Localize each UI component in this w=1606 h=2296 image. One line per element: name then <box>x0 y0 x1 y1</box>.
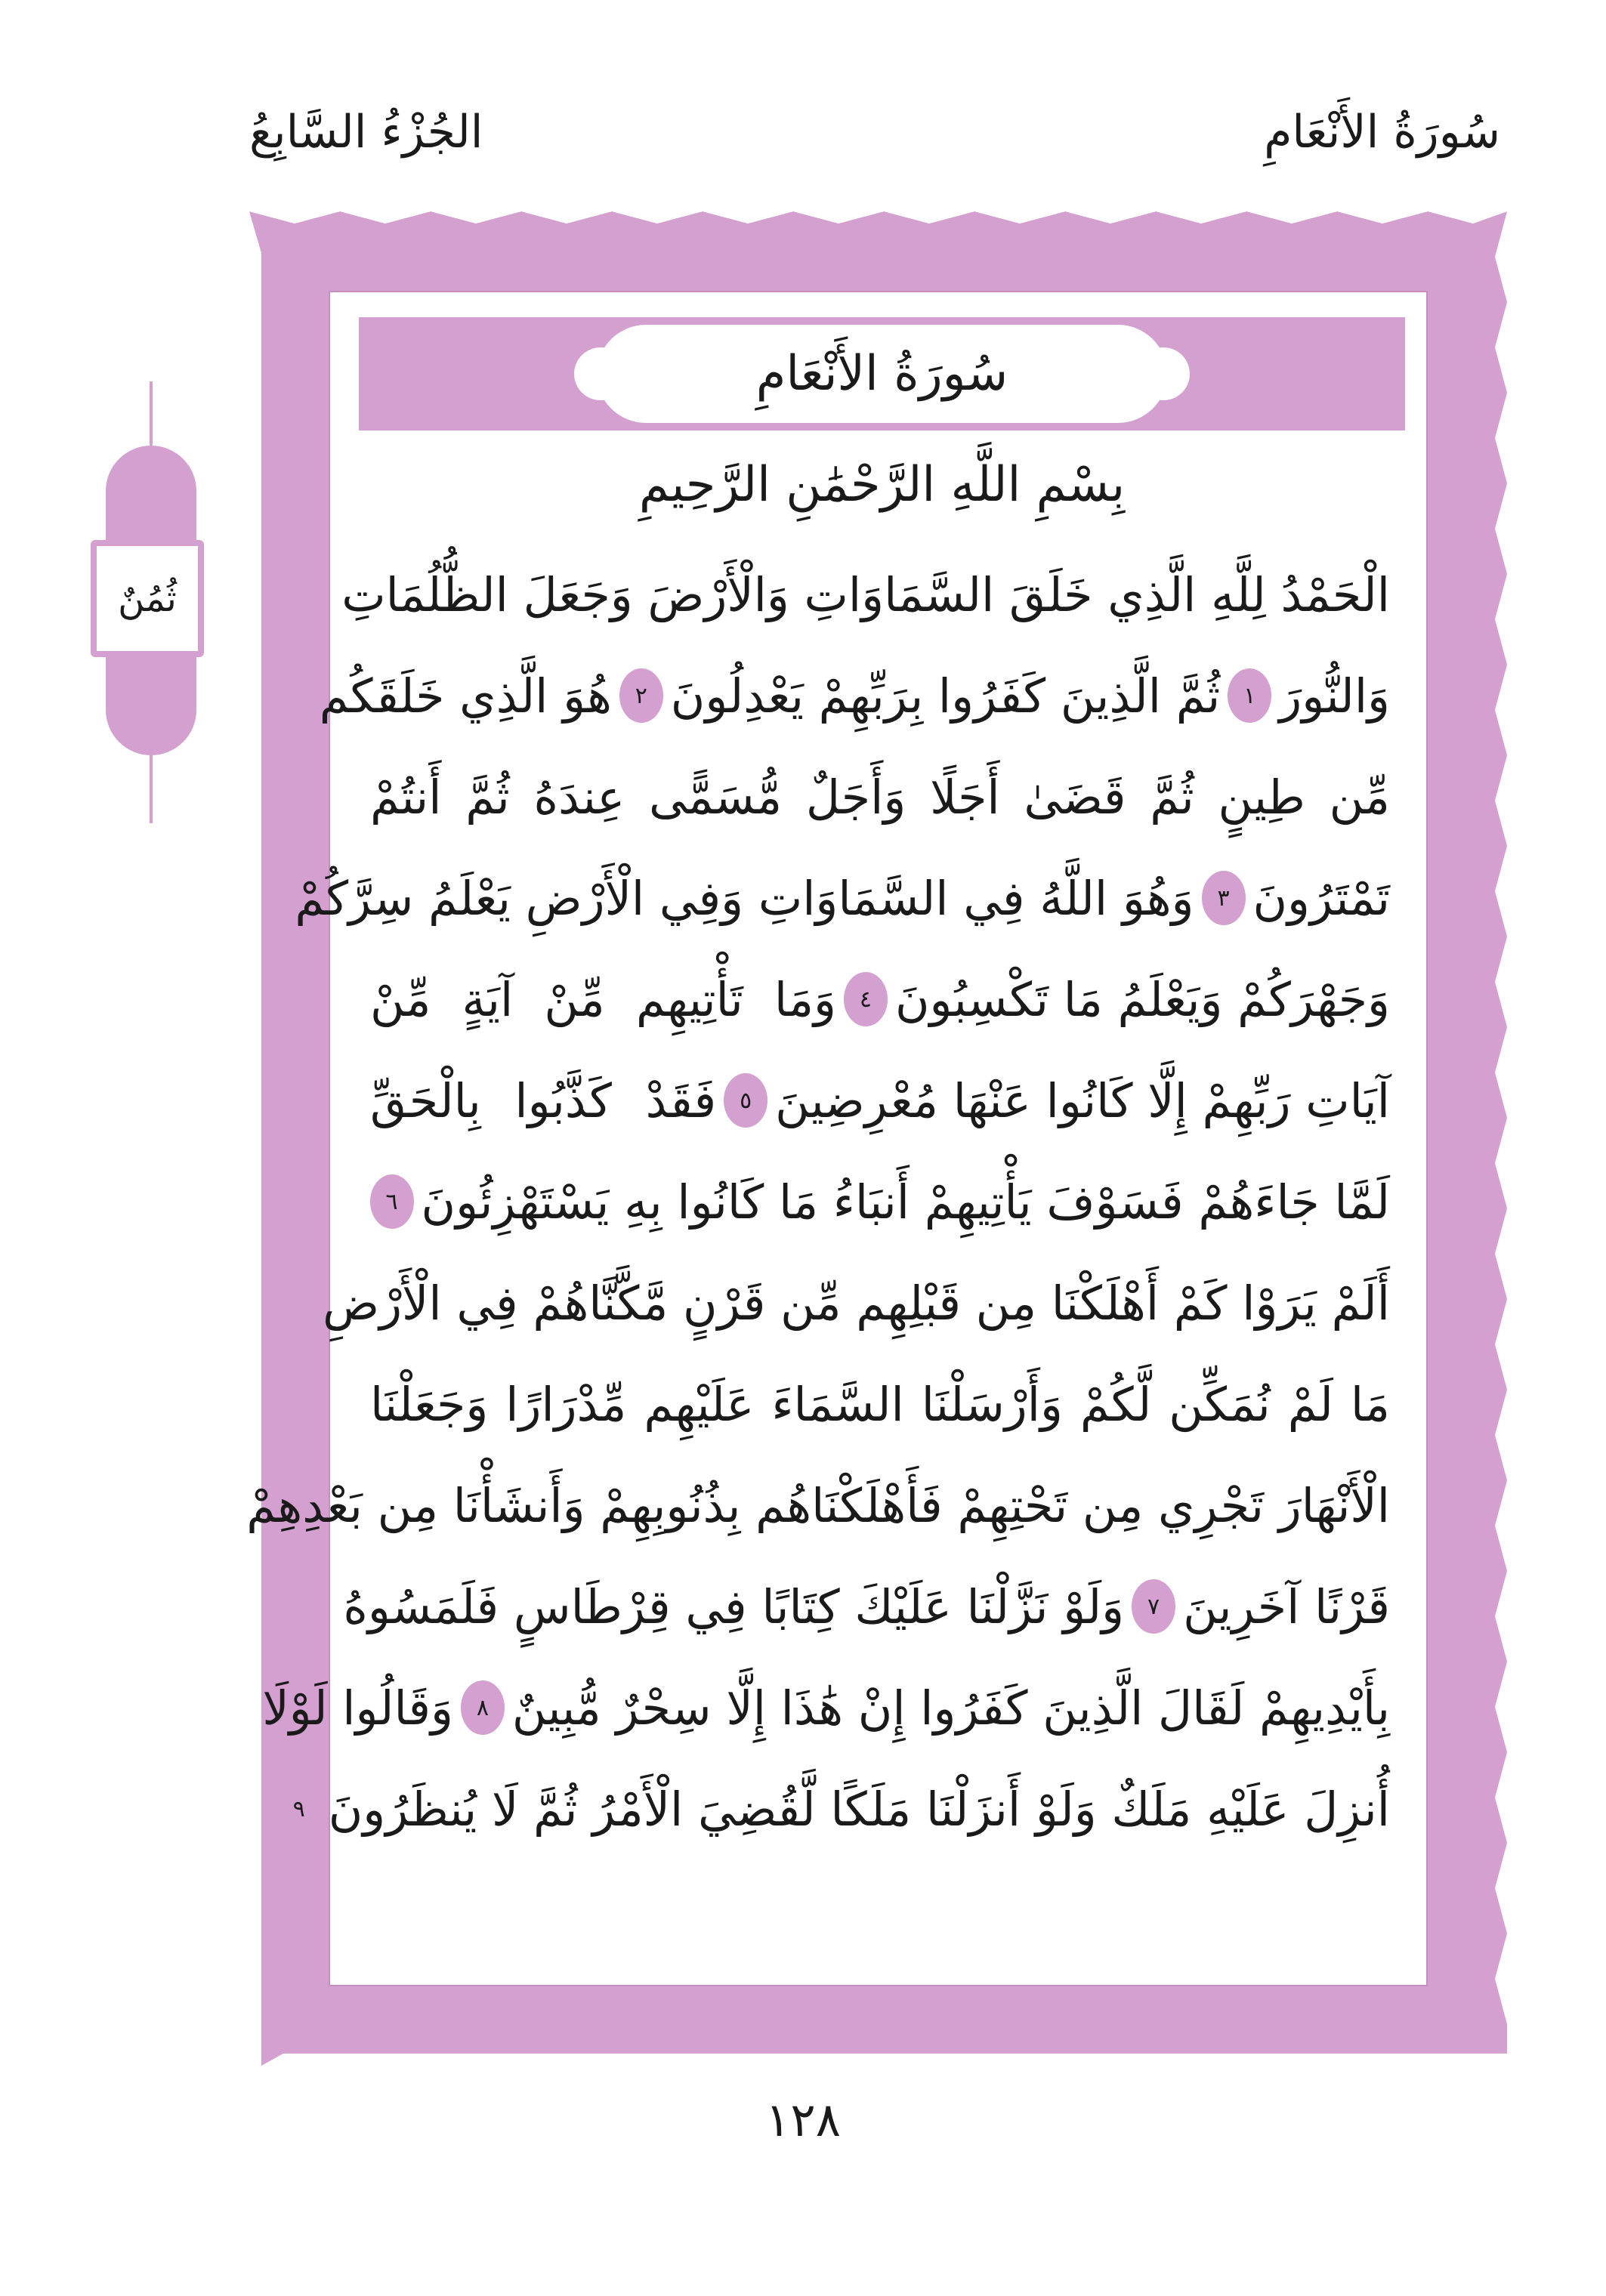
ayah-number-marker: ١ <box>1228 668 1271 723</box>
basmala: بِسْمِ اللَّهِ الرَّحْمَٰنِ الرَّحِيمِ <box>638 457 1126 513</box>
surah-title-cartouche <box>597 325 1167 423</box>
ayah-number-marker: ٩ <box>277 1782 321 1836</box>
ayah-number-marker: ٤ <box>844 972 888 1026</box>
header-surah-name: سُورَةُ الأَنْعَامِ <box>1264 106 1500 159</box>
verse-text: تَمْتَرُونَ <box>1252 870 1390 926</box>
marker-line-bottom <box>150 680 153 823</box>
verse-text: قَرْنًا آخَرِينَ <box>1183 1578 1390 1634</box>
verse-text: فَقَدْ كَذَّبُوا بِالْحَقِّ <box>370 1072 717 1128</box>
verse-text: وَالنُّورَ <box>1279 668 1390 724</box>
verse-line <box>370 1353 1390 1455</box>
ayah-number-marker: ٣ <box>1202 871 1246 925</box>
verse-text: ثُمَّ الَّذِينَ كَفَرُوا بِرَبِّهِمْ يَعْدِلُونَ <box>670 668 1221 724</box>
hizb-marker-label: ثُمُنٌ <box>118 577 177 620</box>
verse-line <box>370 1050 1390 1151</box>
verse-text: مِّن طِينٍ ثُمَّ قَضَىٰ أَجَلًا وَأَجَلٌ مُّسَمًّى عِندَهُ ثُمَّ أَنتُمْ <box>370 769 1390 825</box>
verse-text: الْأَنْهَارَ تَجْرِي مِن تَحْتِهِمْ فَأَهْلَكْنَاهُم بِذُنُوبِهِمْ وَأَنشَأْنَا مِن بَعْدِهِمْ <box>246 1477 1390 1533</box>
verse-line <box>370 949 1390 1050</box>
verse-line <box>341 544 1390 645</box>
verse-text: وَقَالُوا لَوْلَا <box>262 1680 453 1736</box>
verse-text: أُنزِلَ عَلَيْهِ مَلَكٌ وَلَوْ أَنزَلْنَا مَلَكًا لَّقُضِيَ الْأَمْرُ ثُمَّ لَا يُنظَرُونَ <box>328 1781 1390 1837</box>
verse-line <box>319 645 1390 746</box>
verse-line <box>295 847 1390 949</box>
verse-text: بِأَيْدِيهِمْ لَقَالَ الَّذِينَ كَفَرُوا إِنْ هَٰذَا إِلَّا سِحْرٌ مُّبِينٌ <box>511 1680 1390 1736</box>
verse-line <box>323 1252 1390 1353</box>
verse-line <box>262 1657 1390 1758</box>
verse-text: هُوَ الَّذِي خَلَقَكُم <box>319 668 612 724</box>
verse-line <box>343 1556 1390 1657</box>
ayah-number-marker: ٥ <box>724 1073 767 1128</box>
verse-text: وَجَهْرَكُمْ وَيَعْلَمُ مَا تَكْسِبُونَ <box>894 971 1390 1027</box>
verse-text: وَهُوَ اللَّهُ فِي السَّمَاوَاتِ وَفِي الْأَرْضِ يَعْلَمُ سِرَّكُمْ <box>295 870 1194 926</box>
verse-line <box>246 1455 1390 1556</box>
verse-text: لَمَّا جَاءَهُمْ فَسَوْفَ يَأْتِيهِمْ أَنبَاءُ مَا كَانُوا بِهِ يَسْتَهْزِئُونَ <box>421 1174 1390 1230</box>
verse-text: وَمَا تَأْتِيهِم مِّنْ آيَةٍ مِّنْ <box>370 971 836 1027</box>
ayah-number-marker: ٧ <box>1132 1579 1175 1634</box>
verse-text: الْحَمْدُ لِلَّهِ الَّذِي خَلَقَ السَّمَاوَاتِ وَالْأَرْضَ وَجَعَلَ الظُّلُمَاتِ <box>341 566 1390 622</box>
verse-text: أَلَمْ يَرَوْا كَمْ أَهْلَكْنَا مِن قَبْلِهِم مِّن قَرْنٍ مَّكَّنَّاهُمْ فِي الْأَرْضِ <box>323 1275 1390 1331</box>
hizb-marker <box>91 540 204 657</box>
header-juz-name: الجُزْءُ السَّابِعُ <box>249 106 483 159</box>
verse-line <box>370 1151 1390 1252</box>
verse-line <box>370 746 1390 847</box>
verse-text: وَلَوْ نَزَّلْنَا عَلَيْكَ كِتَابًا فِي قِرْطَاسٍ فَلَمَسُوهُ <box>343 1578 1125 1634</box>
page-number: ١٢٨ <box>765 2092 841 2147</box>
verse-line <box>292 1758 1390 1859</box>
verse-text: مَا لَمْ نُمَكِّن لَّكُمْ وَأَرْسَلْنَا السَّمَاءَ عَلَيْهِم مِّدْرَارًا وَجَعَلْنَا <box>370 1376 1390 1432</box>
ayah-number-marker: ٦ <box>370 1174 414 1229</box>
surah-title: سُورَةُ الأَنْعَامِ <box>755 346 1008 402</box>
ayah-number-marker: ٨ <box>461 1680 505 1735</box>
verses-block <box>246 544 1390 1859</box>
verse-text: آيَاتِ رَبِّهِمْ إِلَّا كَانُوا عَنْهَا مُعْرِضِينَ <box>775 1072 1390 1128</box>
ayah-number-marker: ٢ <box>619 668 663 723</box>
